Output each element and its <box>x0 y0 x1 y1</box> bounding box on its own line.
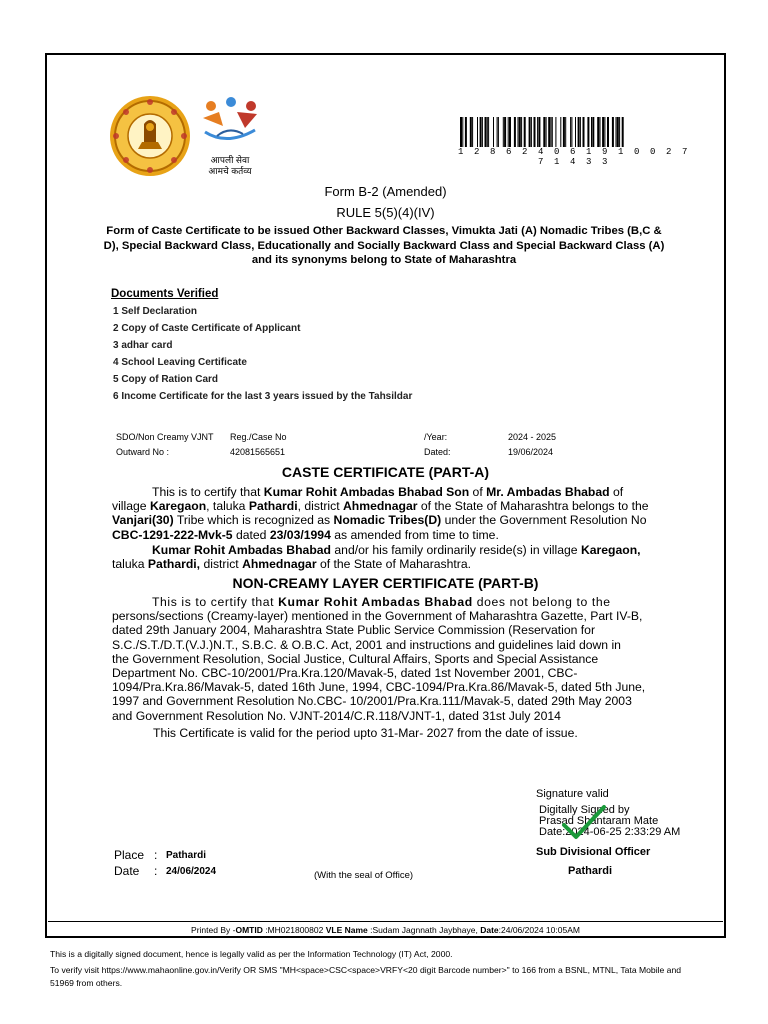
form-description: Form of Caste Certificate to be issued Other Backward Classes, Vimukta Jati (A) Nomadic Tribes (B,C & D), Special Backward Class, Educationally and Socially Backward Class and Special Backward Class (A) and its synonyms belong to State of Maharashtra <box>103 225 665 266</box>
date-label: Date <box>114 864 140 878</box>
date-value: 24/06/2024 <box>166 866 217 877</box>
part-a-paragraph-1: This is to certify that Kumar Rohit Ambadas Bhabad Son of Mr. Ambadas Bhabad of village Karegaon, taluka Pathardi, district Ahmednagar of the State of Maharashtra belongs to the Vanjari(30) Tribe which is recognized as Nomadic Tribes(D) under the Government Resolution No CBC-1291-222-Mvk-5 dated 23/03/1994 as amended from time to time. <box>112 485 649 542</box>
signature-line-1: Digitally Signed by <box>539 804 630 816</box>
barcode <box>458 117 690 147</box>
document-item: 6 Income Certificate for the last 3 years issued by the Tahsildar <box>113 391 413 402</box>
documents-verified-title: Documents Verified <box>111 288 219 300</box>
outward-value: 42081565651 <box>230 447 286 457</box>
signature-line-3: Date:2024-06-25 2:33:29 AM <box>539 826 681 838</box>
designation: Sub Divisional Officer <box>536 846 651 858</box>
dated-value: 19/06/2024 <box>508 447 554 457</box>
signature-valid-label: Signature valid <box>536 788 609 800</box>
legal-note: This is a digitally signed document, hence is legally valid as per the Information Technology (IT) Act, 2000. <box>50 949 453 959</box>
document-item: 3 adhar card <box>113 340 173 351</box>
year-label: /Year: <box>424 432 448 442</box>
validity-text: This Certificate is valid for the period upto 31-Mar- 2027 from the date of issue. <box>153 726 578 740</box>
signature-location: Pathardi <box>568 865 613 877</box>
dated-label: Dated: <box>424 447 451 457</box>
maharashtra-seal-icon <box>108 94 192 178</box>
part-b-paragraph: This is to certify that Kumar Rohit Ambadas Bhabad does not belong to the persons/sections (Creamy-layer) mentioned in the Government of Maharashtra Gazette, Part IV-B, dated 29th January 2004, Maharashtra State Public Service Commission (Reservation for S.C./S.T./D.T.(V.J.)N.T., S.B.C. & O.B.C. Act, 2001 and instructions and guidelines laid down in the Government Resolution, Social Justice, Cultural Affairs, Sports and Special Assistance Department No. CBC-10/2001/Pra.Kra.120/Mavak-5, dated 1st November 2001, CBC- 1094/Pra.Kra.86/Mavak-5, dated 16th June, 1994, CBC-1094/Pra.Kra.86/Mavak-5, dated 5th June, 1997 and Government Resolution No.CBC- 10/2001/Pra.Kra.111/Mavak-5, dated 29th May 2003 and Government Resolution No. VJNT-2014/C.R.118/VJNT-1, dated 31st July 2014 <box>112 595 646 723</box>
part-a-paragraph-2: Kumar Rohit Ambadas Bhabad and/or his family ordinarily reside(s) in village Karegaon, taluka Pathardi, district Ahmednagar of the State of Maharashtra. <box>112 543 641 572</box>
seal-text: (With the seal of Office) <box>314 870 414 881</box>
document-item: 4 School Leaving Certificate <box>113 357 247 368</box>
aaple-seva-logo <box>197 96 263 180</box>
verify-note-line-2: 51969 from others. <box>50 978 123 988</box>
aaple-tagline-2: आमचे कर्तव्य <box>208 166 252 176</box>
form-title: Form B-2 (Amended) <box>324 184 447 199</box>
signature-line-2: Prasad Shantaram Mate <box>539 815 659 827</box>
document-item: 2 Copy of Caste Certificate of Applicant <box>113 323 301 334</box>
place-label: Place <box>114 848 145 862</box>
printed-by-line: Printed By -OMTID :MH021800802 VLE Name :Sudam Jagnnath Jaybhaye, Date:24/06/2024 10:05AM <box>191 925 580 935</box>
document-item: 5 Copy of Ration Card <box>113 374 219 385</box>
rule-title: RULE 5(5)(4)(IV) <box>336 205 435 220</box>
divider <box>48 921 723 922</box>
barcode-number: 1 2 8 6 2 4 0 6 1 9 1 0 0 2 7 7 1 4 3 3 <box>457 147 691 167</box>
outward-label: Outward No : <box>116 447 170 457</box>
verify-note-line-1: To verify visit https://www.mahaonline.gov.in/Verify OR SMS "MH<space>CSC<space>VRFY<20 digit Barcode number>" to 166 from a BSNL, MTNL, Tata Mobile and <box>50 965 682 975</box>
aaple-tagline-1: आपली सेवा <box>210 155 250 165</box>
office-label: SDO/Non Creamy VJNT <box>116 432 214 442</box>
part-b-heading: NON-CREAMY LAYER CERTIFICATE (PART-B) <box>232 575 539 591</box>
date-colon: : <box>154 864 158 878</box>
part-a-heading: CASTE CERTIFICATE (PART-A) <box>281 464 490 480</box>
verify-note <box>50 964 730 990</box>
document-item: 1 Self Declaration <box>113 306 197 317</box>
year-value: 2024 - 2025 <box>508 432 557 442</box>
reg-case-label: Reg./Case No <box>230 432 287 442</box>
green-check-icon <box>560 803 608 848</box>
place-value: Pathardi <box>166 850 207 861</box>
place-colon: : <box>154 848 158 862</box>
